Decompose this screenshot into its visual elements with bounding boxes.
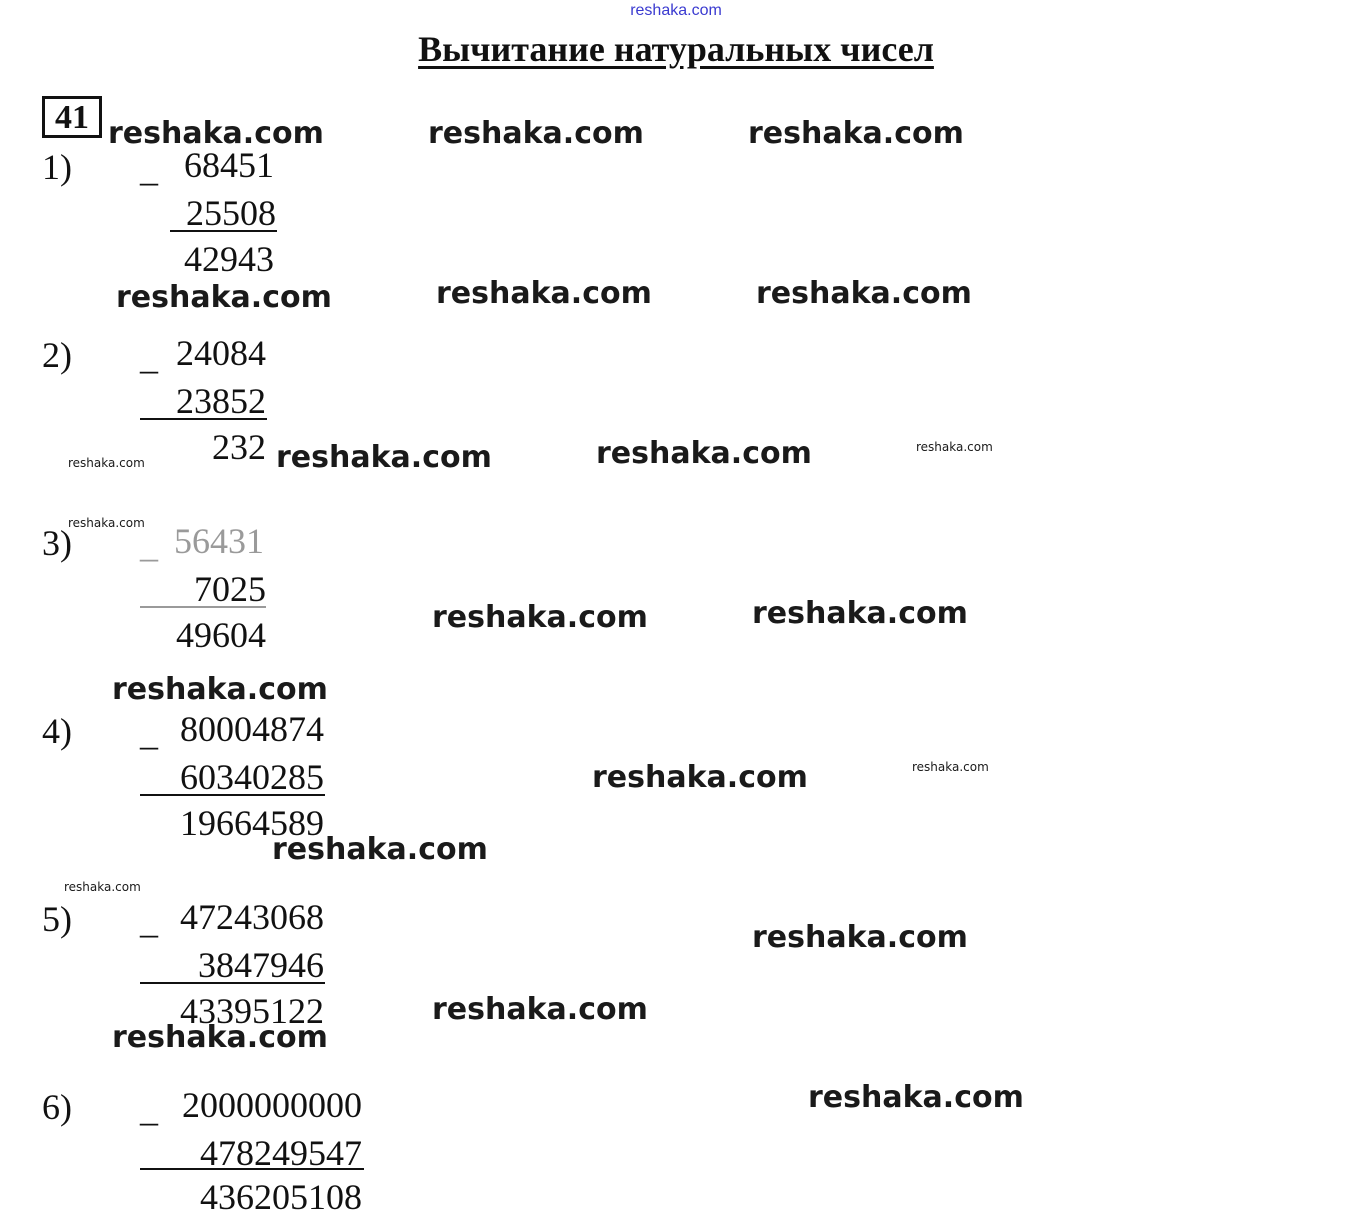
watermark: reshaka.com bbox=[432, 992, 648, 1027]
subtrahend: 478249547 bbox=[200, 1133, 362, 1173]
minuend: 56431 bbox=[174, 521, 264, 561]
watermark: reshaka.com bbox=[112, 1020, 328, 1055]
subtraction-line bbox=[170, 230, 277, 232]
minuend: 80004874 bbox=[180, 709, 324, 749]
watermark: reshaka.com bbox=[116, 280, 332, 315]
watermark: reshaka.com bbox=[752, 920, 968, 955]
exercise-label: 1) bbox=[42, 147, 72, 187]
subtrahend: 3847946 bbox=[198, 945, 324, 985]
subtraction-line bbox=[140, 1168, 364, 1170]
watermark: reshaka.com bbox=[808, 1080, 1024, 1115]
watermark: reshaka.com bbox=[752, 596, 968, 631]
watermark: reshaka.com bbox=[756, 276, 972, 311]
exercise-label: 2) bbox=[42, 335, 72, 375]
watermark-small: reshaka.com bbox=[64, 880, 141, 894]
watermark-small: reshaka.com bbox=[68, 516, 145, 530]
watermark-small: reshaka.com bbox=[916, 440, 993, 454]
page-title: Вычитание натуральных чисел bbox=[418, 29, 934, 69]
result: 42943 bbox=[184, 239, 274, 279]
minus-sign: _ bbox=[140, 1089, 158, 1129]
subtrahend: 60340285 bbox=[180, 757, 324, 797]
watermark-small: reshaka.com bbox=[912, 760, 989, 774]
watermark: reshaka.com bbox=[272, 832, 488, 867]
exercise-label: 4) bbox=[42, 711, 72, 751]
watermark: reshaka.com bbox=[596, 436, 812, 471]
subtraction-line bbox=[140, 982, 325, 984]
result: 43395122 bbox=[180, 991, 324, 1031]
watermark: reshaka.com bbox=[592, 760, 808, 795]
minuend: 47243068 bbox=[180, 897, 324, 937]
subtraction-line bbox=[140, 606, 266, 608]
watermark-top: reshaka.com bbox=[630, 2, 722, 19]
watermark: reshaka.com bbox=[276, 440, 492, 475]
task-number-box: 41 bbox=[42, 96, 102, 138]
subtraction-line bbox=[140, 794, 325, 796]
minus-sign: _ bbox=[140, 149, 158, 189]
minus-sign: _ bbox=[140, 901, 158, 941]
watermark: reshaka.com bbox=[428, 116, 644, 151]
subtraction-line bbox=[140, 418, 267, 420]
result: 19664589 bbox=[180, 803, 324, 843]
minus-sign: _ bbox=[140, 337, 158, 377]
watermark-small: reshaka.com bbox=[68, 456, 145, 470]
minuend: 2000000000 bbox=[182, 1085, 362, 1125]
exercise-label: 5) bbox=[42, 899, 72, 939]
minuend: 24084 bbox=[176, 333, 266, 373]
watermark: reshaka.com bbox=[112, 672, 328, 707]
result: 49604 bbox=[176, 615, 266, 655]
subtrahend: 7025 bbox=[194, 569, 266, 609]
result: 436205108 bbox=[200, 1177, 362, 1217]
watermark: reshaka.com bbox=[108, 116, 324, 151]
minuend: 68451 bbox=[184, 145, 274, 185]
exercise-label: 6) bbox=[42, 1087, 72, 1127]
exercise-label: 3) bbox=[42, 523, 72, 563]
watermark: reshaka.com bbox=[436, 276, 652, 311]
subtrahend: 25508 bbox=[186, 193, 276, 233]
watermark: reshaka.com bbox=[748, 116, 964, 151]
subtrahend: 23852 bbox=[176, 381, 266, 421]
result: 232 bbox=[212, 427, 266, 467]
watermark: reshaka.com bbox=[432, 600, 648, 635]
minus-sign: _ bbox=[140, 713, 158, 753]
minus-sign: _ bbox=[140, 525, 158, 565]
